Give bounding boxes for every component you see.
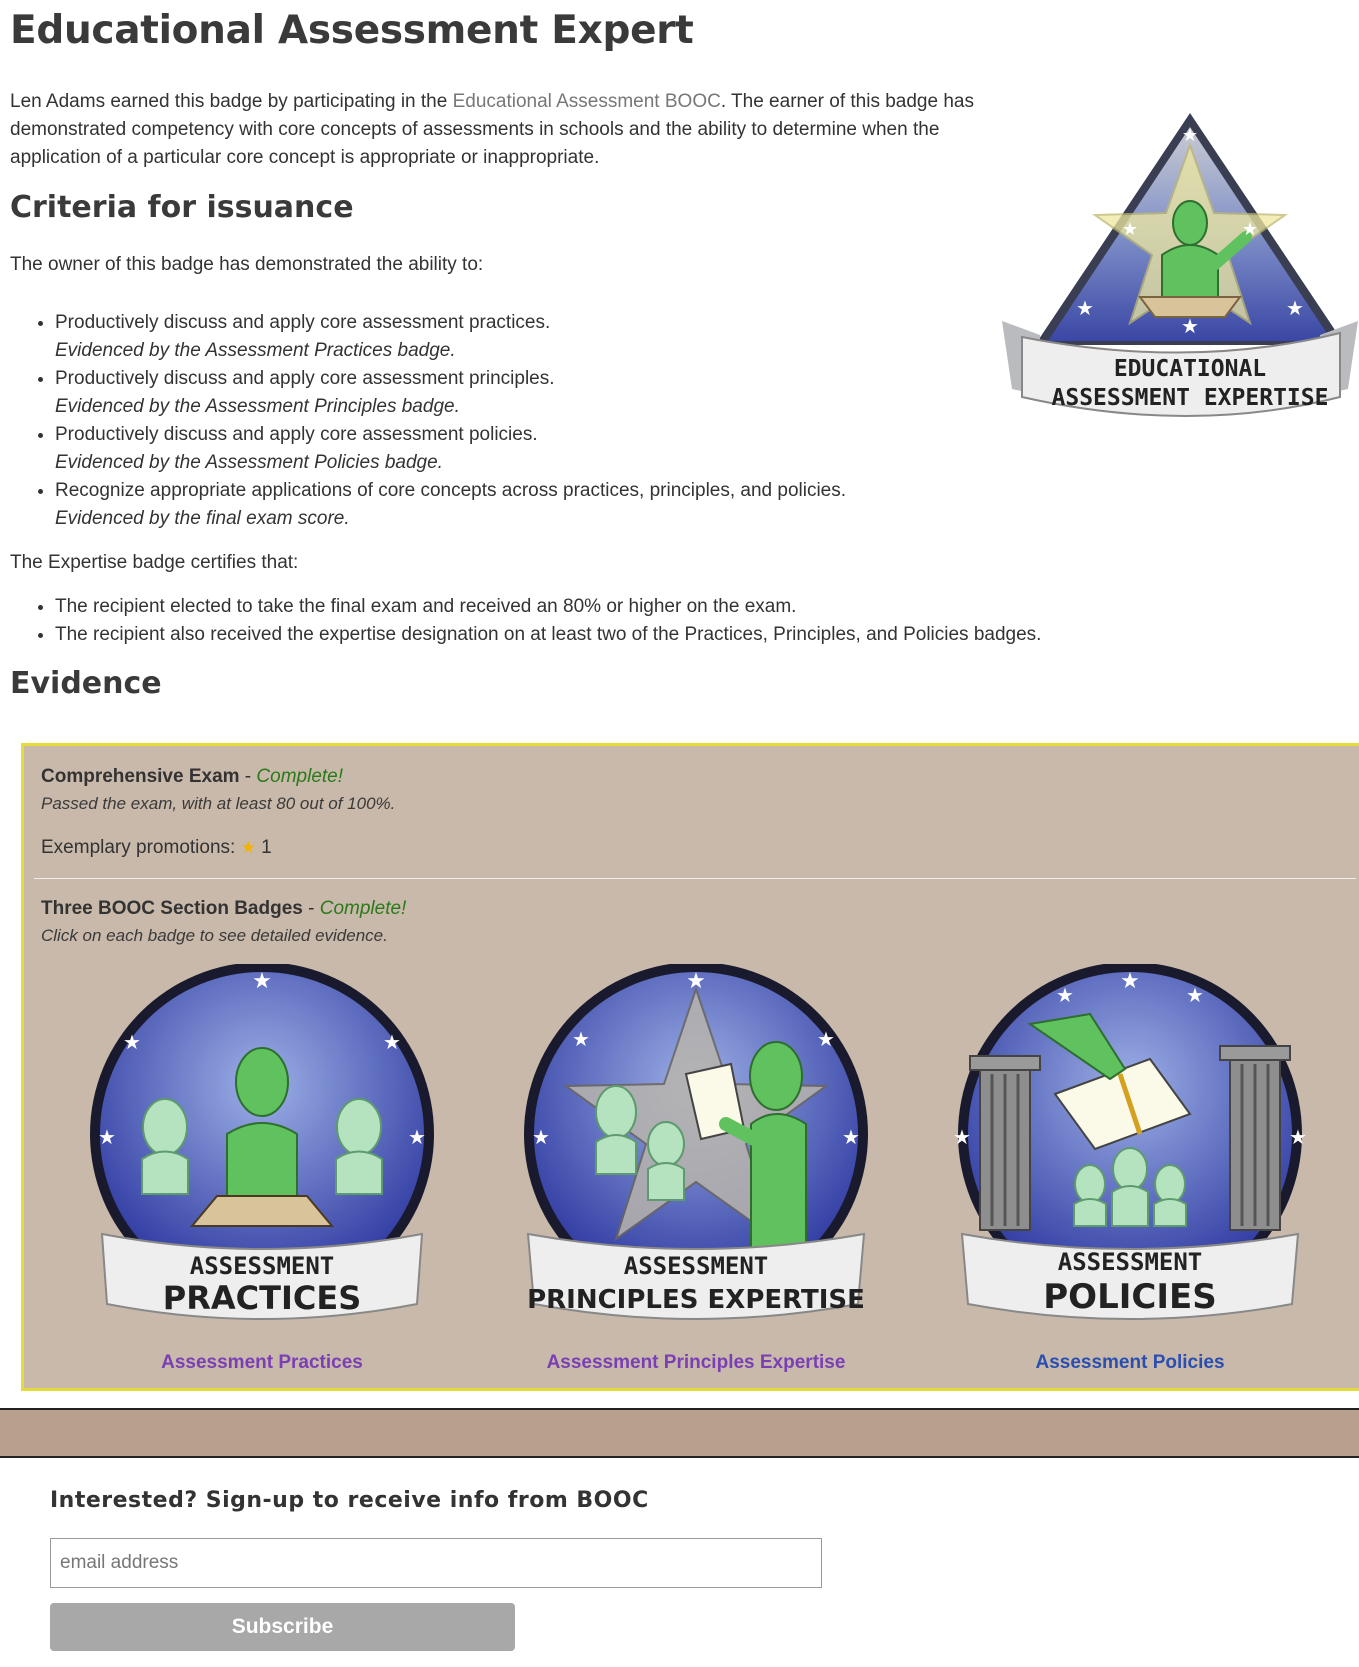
certifies-item: • The recipient elected to take the final exam and received an 80% or higher on the exam.	[55, 593, 1155, 621]
svg-text:★: ★	[953, 1127, 971, 1149]
evidence-heading: Evidence	[10, 666, 162, 701]
criteria-item-text: Productively discuss and apply core assessment policies.	[55, 424, 538, 445]
svg-text:★: ★	[1286, 298, 1304, 320]
svg-text:★: ★	[842, 1127, 860, 1149]
practices-badge-line2: PRACTICES	[162, 1279, 362, 1317]
criteria-item	[55, 309, 1115, 365]
svg-text:★: ★	[1120, 968, 1140, 993]
svg-text:★: ★	[1076, 298, 1094, 320]
exam-separator: -	[239, 766, 257, 787]
criteria-heading: Criteria for issuance	[10, 190, 354, 225]
assessment-principles-expertise-link[interactable]: Assessment Principles Expertise	[546, 1352, 846, 1373]
principles-badge-line1: ASSESSMENT	[623, 1252, 769, 1280]
exam-status: Complete!	[256, 766, 344, 787]
criteria-item-text: Productively discuss and apply core assessment practices.	[55, 312, 551, 333]
intro-text-end: . The earner of this badge has demonstrated competency with core concepts of assessments in schools and the ability to determine when the application of a particular core concept is appropriate or inappropriate.	[10, 91, 974, 168]
divider	[34, 878, 1356, 879]
policies-badge-line1: ASSESSMENT	[1057, 1248, 1203, 1276]
page-title: Educational Assessment Expert	[10, 8, 694, 53]
criteria-lead: The owner of this badge has demonstrated the ability to:	[10, 254, 484, 275]
criteria-item-evidence: Evidenced by the Assessment Policies badge.	[55, 452, 443, 473]
svg-text:★: ★	[1121, 219, 1139, 239]
svg-text:★: ★	[817, 1029, 835, 1051]
svg-text:★: ★	[1181, 125, 1199, 145]
sections-status: Complete!	[319, 898, 407, 919]
exam-detail: Passed the exam, with at least 80 out of 100%.	[41, 794, 396, 813]
footer-band	[0, 1408, 1359, 1458]
criteria-item-evidence: Evidenced by the Assessment Principles badge.	[55, 396, 460, 417]
exam-title: Comprehensive Exam	[41, 766, 240, 787]
criteria-item	[55, 421, 1115, 477]
certifies-list	[10, 593, 1155, 649]
intro-text-start: Len Adams earned this badge by participating in the	[10, 91, 453, 112]
assessment-practices-link[interactable]: Assessment Practices	[161, 1352, 363, 1373]
criteria-item-text: Recognize appropriate applications of core concepts across practices, principles, and policies.	[55, 480, 847, 501]
criteria-item	[55, 365, 1115, 421]
email-field[interactable]	[50, 1538, 822, 1588]
intro-paragraph	[10, 88, 1020, 172]
promotions-label: Exemplary promotions:	[41, 837, 236, 858]
assessment-policies-link[interactable]: Assessment Policies	[1035, 1352, 1225, 1373]
svg-text:★: ★	[1186, 985, 1204, 1007]
promotions-row	[41, 837, 272, 859]
certifies-lead: The Expertise badge certifies that:	[10, 552, 299, 573]
assessment-policies-badge[interactable]	[940, 964, 1320, 1334]
svg-text:★: ★	[123, 1032, 141, 1054]
sections-detail: Click on each badge to see detailed evidence.	[41, 926, 388, 945]
certifies-item: • The recipient also received the expertise designation on at least two of the Practices, Principles, and Policies badges.	[55, 621, 1155, 649]
criteria-item-evidence: Evidenced by the final exam score.	[55, 508, 350, 529]
star-icon: ★	[240, 838, 256, 857]
assessment-practices-badge[interactable]	[72, 964, 452, 1334]
svg-text:★: ★	[98, 1127, 116, 1149]
policies-badge-line2: POLICIES	[1043, 1277, 1217, 1317]
subscribe-button[interactable]: Subscribe	[50, 1603, 515, 1651]
svg-text:★: ★	[252, 968, 272, 993]
svg-text:★: ★	[532, 1127, 550, 1149]
educational-assessment-expertise-badge	[1000, 105, 1359, 440]
svg-text:★: ★	[1241, 219, 1259, 239]
criteria-item	[55, 477, 1115, 533]
practices-badge-line1: ASSESSMENT	[189, 1252, 335, 1280]
svg-text:★: ★	[1056, 985, 1074, 1007]
criteria-item-evidence: Evidenced by the Assessment Practices badge.	[55, 340, 456, 361]
assessment-principles-expertise-badge[interactable]	[506, 964, 886, 1334]
sections-separator: -	[302, 898, 320, 919]
svg-text:★: ★	[1289, 1127, 1307, 1149]
sections-title: Three BOOC Section Badges	[41, 898, 303, 919]
main-badge-line1: EDUCATIONAL	[1113, 356, 1267, 382]
exam-title-row	[41, 766, 343, 788]
svg-text:★: ★	[686, 968, 706, 993]
svg-text:★: ★	[572, 1029, 590, 1051]
booc-link[interactable]: Educational Assessment BOOC	[452, 91, 721, 112]
svg-text:★: ★	[1181, 316, 1199, 338]
signup-title: Interested? Sign-up to receive info from BOOC	[50, 1488, 649, 1513]
svg-text:★: ★	[408, 1127, 426, 1149]
main-badge-line2: ASSESSMENT EXPERTISE	[1051, 385, 1329, 411]
evidence-panel	[21, 743, 1359, 1391]
sections-title-row	[41, 898, 406, 920]
promotions-count: 1	[261, 837, 272, 858]
criteria-list	[10, 309, 1115, 533]
svg-text:★: ★	[383, 1032, 401, 1054]
principles-badge-line2: PRINCIPLES EXPERTISE	[527, 1285, 865, 1315]
criteria-item-text: Productively discuss and apply core assessment principles.	[55, 368, 555, 389]
